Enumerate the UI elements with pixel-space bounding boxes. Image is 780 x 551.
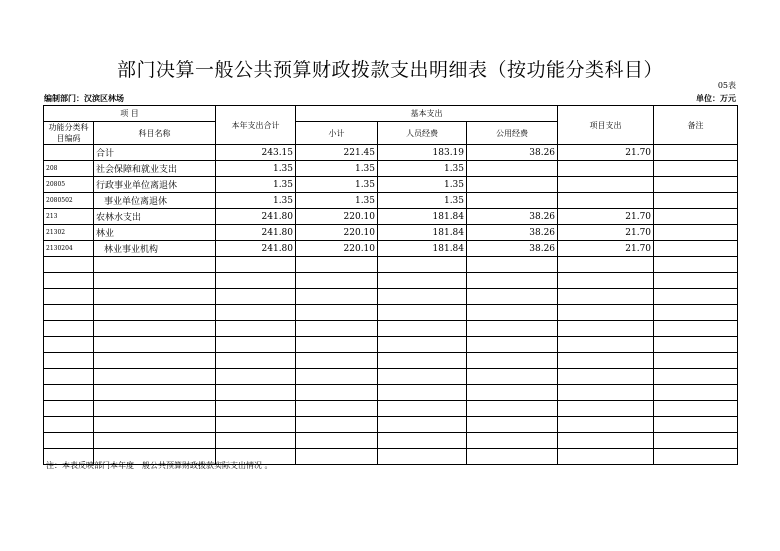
table-row — [44, 305, 738, 321]
cell-subtotal — [296, 449, 378, 465]
cell-remark — [654, 145, 738, 161]
cell-personnel: 1.35 — [378, 161, 467, 177]
cell-project — [558, 289, 654, 305]
cell-personnel — [378, 321, 467, 337]
table-row — [44, 225, 738, 241]
table-row — [44, 369, 738, 385]
cell-personnel — [378, 257, 467, 273]
header-name: 科目名称 — [94, 122, 216, 145]
cell-subtotal: 1.35 — [296, 177, 378, 193]
cell-code — [44, 401, 94, 417]
cell-public — [467, 353, 558, 369]
cell-personnel: 1.35 — [378, 177, 467, 193]
cell-subtotal: 220.10 — [296, 241, 378, 257]
cell-name — [94, 433, 216, 449]
cell-subtotal — [296, 289, 378, 305]
cell-subtotal: 220.10 — [296, 225, 378, 241]
expenditure-table — [43, 105, 738, 465]
header-total: 本年支出合计 — [216, 106, 296, 145]
cell-subtotal — [296, 305, 378, 321]
cell-total: 241.80 — [216, 209, 296, 225]
cell-subtotal — [296, 417, 378, 433]
cell-name — [94, 369, 216, 385]
cell-name: 农林水支出 — [94, 209, 216, 225]
cell-public: 38.26 — [467, 145, 558, 161]
cell-personnel — [378, 337, 467, 353]
header-code: 功能分类科目编码 — [44, 122, 94, 145]
cell-total — [216, 257, 296, 273]
cell-name: 社会保障和就业支出 — [94, 161, 216, 177]
table-row — [44, 161, 738, 177]
cell-personnel — [378, 273, 467, 289]
table-row — [44, 273, 738, 289]
header-basic: 基本支出 — [296, 106, 558, 122]
cell-code — [44, 369, 94, 385]
footnote: 注：本表反映部门本年度一般公共预算财政拨款实际支出情况 。 — [46, 461, 273, 470]
cell-public — [467, 305, 558, 321]
cell-remark — [654, 193, 738, 209]
cell-public — [467, 177, 558, 193]
cell-total — [216, 337, 296, 353]
cell-code — [44, 145, 94, 161]
cell-total — [216, 401, 296, 417]
cell-public — [467, 257, 558, 273]
table-row — [44, 353, 738, 369]
cell-code: 2080502 — [44, 193, 94, 209]
cell-name — [94, 337, 216, 353]
cell-project — [558, 257, 654, 273]
cell-total — [216, 273, 296, 289]
cell-public — [467, 273, 558, 289]
cell-total — [216, 305, 296, 321]
cell-remark — [654, 177, 738, 193]
cell-name — [94, 417, 216, 433]
cell-total: 1.35 — [216, 177, 296, 193]
cell-total — [216, 433, 296, 449]
cell-project — [558, 305, 654, 321]
cell-total — [216, 369, 296, 385]
cell-public — [467, 417, 558, 433]
cell-name: 林业 — [94, 225, 216, 241]
cell-total — [216, 353, 296, 369]
table-row — [44, 401, 738, 417]
form-number: 05表 — [717, 81, 736, 90]
cell-project — [558, 417, 654, 433]
cell-personnel: 181.84 — [378, 209, 467, 225]
cell-code — [44, 337, 94, 353]
cell-project — [558, 433, 654, 449]
cell-subtotal — [296, 401, 378, 417]
cell-subtotal — [296, 257, 378, 273]
cell-name — [94, 289, 216, 305]
cell-personnel: 183.19 — [378, 145, 467, 161]
cell-project — [558, 401, 654, 417]
table-row — [44, 193, 738, 209]
cell-project — [558, 193, 654, 209]
cell-personnel — [378, 305, 467, 321]
cell-total: 241.80 — [216, 241, 296, 257]
cell-public — [467, 369, 558, 385]
cell-subtotal: 1.35 — [296, 193, 378, 209]
cell-remark — [654, 305, 738, 321]
cell-total — [216, 417, 296, 433]
table-row — [44, 433, 738, 449]
cell-project — [558, 273, 654, 289]
cell-total: 1.35 — [216, 161, 296, 177]
cell-remark — [654, 433, 738, 449]
cell-name — [94, 273, 216, 289]
cell-public — [467, 385, 558, 401]
cell-remark — [654, 401, 738, 417]
cell-remark — [654, 321, 738, 337]
cell-code: 213 — [44, 209, 94, 225]
cell-subtotal — [296, 369, 378, 385]
cell-remark — [654, 353, 738, 369]
cell-code — [44, 321, 94, 337]
header-personnel: 人员经费 — [378, 122, 467, 145]
cell-remark — [654, 273, 738, 289]
cell-personnel: 181.84 — [378, 225, 467, 241]
cell-code: 20805 — [44, 177, 94, 193]
cell-code — [44, 289, 94, 305]
cell-public — [467, 401, 558, 417]
cell-remark — [654, 289, 738, 305]
cell-subtotal: 1.35 — [296, 161, 378, 177]
cell-project — [558, 321, 654, 337]
cell-total: 241.80 — [216, 225, 296, 241]
cell-remark — [654, 257, 738, 273]
cell-personnel — [378, 369, 467, 385]
header-item: 项 目 — [44, 106, 216, 122]
cell-total — [216, 321, 296, 337]
header-remark: 备注 — [654, 106, 738, 145]
cell-code: 208 — [44, 161, 94, 177]
cell-project — [558, 353, 654, 369]
cell-code — [44, 385, 94, 401]
cell-remark — [654, 417, 738, 433]
cell-subtotal: 221.45 — [296, 145, 378, 161]
cell-name — [94, 353, 216, 369]
cell-remark — [654, 385, 738, 401]
cell-code — [44, 417, 94, 433]
cell-subtotal — [296, 273, 378, 289]
cell-total: 243.15 — [216, 145, 296, 161]
cell-total — [216, 289, 296, 305]
cell-code — [44, 273, 94, 289]
cell-public — [467, 337, 558, 353]
cell-name — [94, 321, 216, 337]
cell-remark — [654, 225, 738, 241]
cell-subtotal — [296, 385, 378, 401]
table-row — [44, 241, 738, 257]
cell-name — [94, 385, 216, 401]
cell-public: 38.26 — [467, 241, 558, 257]
cell-total: 1.35 — [216, 193, 296, 209]
header-public: 公用经费 — [467, 122, 558, 145]
cell-personnel — [378, 353, 467, 369]
cell-public — [467, 161, 558, 177]
cell-project — [558, 177, 654, 193]
cell-code — [44, 433, 94, 449]
table-row — [44, 289, 738, 305]
cell-personnel — [378, 417, 467, 433]
cell-remark — [654, 161, 738, 177]
cell-personnel: 181.84 — [378, 241, 467, 257]
cell-name — [94, 401, 216, 417]
cell-code — [44, 257, 94, 273]
cell-project — [558, 369, 654, 385]
page-title: 部门决算一般公共预算财政拨款支出明细表（按功能分类科目） — [116, 59, 663, 81]
cell-remark — [654, 369, 738, 385]
cell-personnel — [378, 449, 467, 465]
department-label: 编制部门：汉滨区林场 — [44, 93, 124, 103]
cell-code — [44, 353, 94, 369]
cell-project — [558, 161, 654, 177]
cell-personnel — [378, 401, 467, 417]
cell-subtotal — [296, 337, 378, 353]
cell-code: 2130204 — [44, 241, 94, 257]
cell-public — [467, 193, 558, 209]
cell-personnel — [378, 289, 467, 305]
unit-label: 单位：万元 — [696, 93, 736, 103]
cell-project: 21.70 — [558, 145, 654, 161]
cell-subtotal — [296, 433, 378, 449]
cell-project: 21.70 — [558, 225, 654, 241]
cell-public — [467, 433, 558, 449]
cell-name: 事业单位离退休 — [94, 193, 216, 209]
cell-public: 38.26 — [467, 209, 558, 225]
header-project: 项目支出 — [558, 106, 654, 145]
cell-subtotal — [296, 321, 378, 337]
cell-name: 行政事业单位离退休 — [94, 177, 216, 193]
cell-total — [216, 385, 296, 401]
table-row — [44, 417, 738, 433]
cell-public — [467, 289, 558, 305]
cell-project: 21.70 — [558, 209, 654, 225]
cell-remark — [654, 449, 738, 465]
cell-subtotal — [296, 353, 378, 369]
table-body — [44, 145, 738, 465]
cell-project — [558, 337, 654, 353]
cell-public: 38.26 — [467, 225, 558, 241]
cell-personnel — [378, 433, 467, 449]
table-row — [44, 177, 738, 193]
table-row — [44, 145, 738, 161]
table-row — [44, 321, 738, 337]
cell-name — [94, 305, 216, 321]
table-row — [44, 385, 738, 401]
cell-project: 21.70 — [558, 241, 654, 257]
cell-remark — [654, 241, 738, 257]
header-subtotal: 小计 — [296, 122, 378, 145]
cell-project — [558, 449, 654, 465]
cell-personnel — [378, 385, 467, 401]
cell-code: 21302 — [44, 225, 94, 241]
cell-name — [94, 257, 216, 273]
table-row — [44, 209, 738, 225]
cell-name: 合计 — [94, 145, 216, 161]
cell-public — [467, 321, 558, 337]
cell-subtotal: 220.10 — [296, 209, 378, 225]
table-row — [44, 337, 738, 353]
cell-remark — [654, 337, 738, 353]
cell-name: 林业事业机构 — [94, 241, 216, 257]
cell-code — [44, 305, 94, 321]
cell-remark — [654, 209, 738, 225]
cell-personnel: 1.35 — [378, 193, 467, 209]
cell-public — [467, 449, 558, 465]
cell-project — [558, 385, 654, 401]
table-row — [44, 257, 738, 273]
